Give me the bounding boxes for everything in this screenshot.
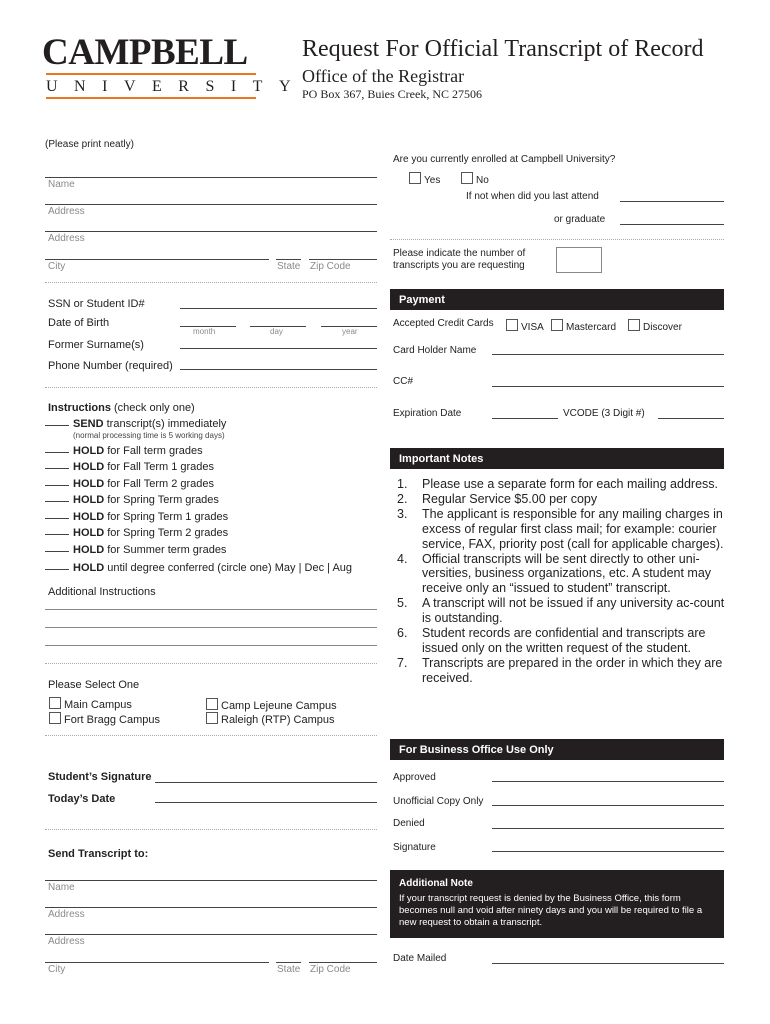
send-option[interactable] (45, 418, 226, 430)
hold-bold: HOLD (73, 562, 105, 574)
name-line[interactable] (45, 177, 377, 178)
student-signature-field[interactable] (155, 782, 377, 783)
former-surname-field[interactable] (180, 348, 377, 349)
number-question-line1: Please indicate the number of (393, 248, 526, 259)
vcode-label: VCODE (3 Digit #) (563, 408, 645, 419)
zip-placeholder: Zip Code (310, 261, 351, 272)
hold-bold: HOLD (73, 461, 105, 473)
todays-date-field[interactable] (155, 802, 377, 803)
note-text: Student records are confidential and transcripts are issued only on the written request of the student. (422, 626, 706, 655)
hold-text: for Summer term grades (107, 544, 227, 556)
denied-field[interactable] (492, 828, 724, 829)
card-holder-label: Card Holder Name (393, 345, 477, 356)
logo-rule-bottom (46, 97, 256, 99)
additional-line-3[interactable] (45, 645, 377, 646)
number-question-line2: transcripts you are requesting (393, 260, 525, 271)
yes-label: Yes (424, 175, 441, 186)
hold-option[interactable] (45, 461, 214, 473)
hold-option[interactable] (45, 544, 226, 556)
note-text: Regular Service $5.00 per copy (422, 491, 598, 506)
hold-bold: HOLD (73, 445, 105, 457)
expiration-label: Expiration Date (393, 408, 462, 419)
unofficial-label: Unofficial Copy Only (393, 796, 484, 807)
campus-label: Camp Lejeune Campus (221, 700, 337, 712)
separator (45, 663, 377, 664)
notes-list (397, 477, 727, 686)
campus-label: Fort Bragg Campus (64, 714, 160, 726)
send-bold: SEND (73, 418, 104, 430)
student-signature-label: Student’s Signature (48, 771, 152, 783)
hold-bold: HOLD (73, 527, 105, 539)
note-text: Transcripts are prepared in the order in which they are received. (422, 655, 723, 685)
hold-text: for Fall term grades (107, 445, 203, 457)
hold-option[interactable] (45, 511, 228, 523)
hold-blank[interactable] (45, 501, 69, 502)
checkbox[interactable] (49, 712, 61, 724)
phone-label: Phone Number (required) (48, 360, 173, 372)
hold-text: for Fall Term 1 grades (107, 461, 215, 473)
hold-option[interactable] (45, 527, 228, 539)
campus-raleigh[interactable] (206, 712, 335, 726)
signature-label: Signature (393, 842, 436, 853)
important-notes-title: Important Notes (399, 453, 484, 465)
separator (45, 387, 377, 388)
ssn-label: SSN or Student ID# (48, 298, 145, 310)
hold-blank[interactable] (45, 551, 69, 552)
additional-line-1[interactable] (45, 609, 377, 610)
note-item: 4. Official transcripts will be sent directly to other uni-versities, business organizations, etc. A student may receive only an “issued to student” transcript. (397, 551, 712, 596)
address-placeholder-2: Address (48, 233, 85, 244)
cards-label: Accepted Credit Cards (393, 318, 494, 329)
additional-note-text: If your transcript request is denied by the Business Office, this form becomes null and void after ninety days and you will be required to file a new request to obtain a transcript. (399, 893, 703, 928)
card-holder-field[interactable] (492, 354, 724, 355)
hold-blank[interactable] (45, 485, 69, 486)
note-text: The applicant is responsible for any mailing charges in excess of regular first class mail; for example: courier service, FAX, priority post (call for applicable charges). (422, 506, 724, 551)
mail-zip-line[interactable] (309, 962, 377, 963)
city-placeholder: City (48, 261, 66, 272)
last-attend-field[interactable] (620, 201, 724, 202)
note-text: Please use a separate form for each mailing address. (422, 477, 718, 491)
campus-camp-lejeune[interactable] (206, 698, 337, 712)
hold-option[interactable] (45, 478, 214, 490)
name-placeholder: Name (48, 179, 75, 190)
note-text: Official transcripts will be sent directly to other uni-versities, business organizations, etc. A student may receive only an “issued to student” transcript. (422, 551, 712, 596)
logo-rule (46, 73, 256, 75)
send-text: transcript(s) immediately (106, 418, 227, 430)
zip-line[interactable] (309, 259, 377, 260)
checkbox[interactable] (628, 319, 640, 331)
instructions-heading (48, 402, 195, 414)
mail-city-line[interactable] (45, 962, 269, 963)
important-notes-header (390, 448, 724, 469)
hold-option[interactable] (45, 494, 219, 506)
card-visa[interactable] (506, 319, 544, 333)
separator (45, 735, 377, 736)
enrolled-no[interactable] (461, 172, 489, 186)
hold-blank[interactable] (45, 452, 69, 453)
send-blank[interactable] (45, 425, 69, 426)
card-label: Mastercard (566, 322, 617, 333)
todays-date-label: Today’s Date (48, 793, 116, 805)
note-item: 5. A transcript will not be issued if any university ac-count is outstanding. (397, 596, 725, 626)
hold-bold: HOLD (73, 544, 105, 556)
approved-field[interactable] (492, 781, 724, 782)
hold-text: for Spring Term 2 grades (107, 527, 229, 539)
graduate-label: or graduate (554, 214, 606, 225)
campus-main[interactable] (49, 697, 132, 711)
dob-month-hint: month (193, 327, 216, 336)
send-note: (normal processing time is 5 working days) (73, 431, 225, 440)
unofficial-field[interactable] (492, 805, 724, 806)
hold-bold: HOLD (73, 478, 105, 490)
page-title: Request For Official Transcript of Record (302, 36, 704, 62)
mail-address-placeholder-2: Address (48, 936, 85, 947)
hold-blank[interactable] (45, 569, 69, 570)
separator (45, 282, 377, 283)
address-line-1[interactable] (45, 204, 377, 205)
checkbox[interactable] (206, 698, 218, 710)
hold-text: for Fall Term 2 grades (107, 478, 215, 490)
enrolled-yes[interactable] (409, 172, 440, 186)
mail-state-placeholder: State (277, 964, 301, 975)
note-item: 3. The applicant is responsible for any mailing charges in excess of regular first class mail; for example: courier service, FAX, priority post (call for applicable charges). (397, 506, 724, 551)
logo-subtitle: UNIVERSITY (46, 78, 307, 95)
business-office-header (390, 739, 724, 760)
hold-blank[interactable] (45, 468, 69, 469)
mail-zip-placeholder: Zip Code (310, 964, 351, 975)
note-item: 1. Please use a separate form for each mailing address. (397, 477, 718, 491)
graduate-field[interactable] (620, 224, 724, 225)
checkbox[interactable] (206, 712, 218, 724)
campus-fort-bragg[interactable] (49, 712, 160, 726)
note-item: 2. Regular Service $5.00 per copy (397, 491, 598, 506)
mail-address-line-1[interactable] (45, 907, 377, 908)
additional-note-title: Additional Note (399, 878, 473, 889)
page-subtitle: Office of the Registrar (302, 66, 465, 86)
ssn-field[interactable] (180, 308, 377, 309)
card-label: VISA (521, 322, 544, 333)
expiration-field[interactable] (492, 418, 558, 419)
phone-field[interactable] (180, 369, 377, 370)
former-surname-label: Former Surname(s) (48, 339, 144, 351)
dob-label: Date of Birth (48, 317, 110, 329)
no-label: No (476, 175, 489, 186)
instructions-rest: (check only one) (114, 402, 195, 414)
additional-note-box (390, 870, 724, 938)
note-item: 6. Student records are confidential and transcripts are issued only on the written request of the student. (397, 626, 706, 655)
mail-state-line[interactable] (276, 962, 301, 963)
additional-instructions-label: Additional Instructions (48, 586, 156, 598)
business-office-title: For Business Office Use Only (399, 744, 554, 756)
card-mastercard[interactable] (551, 319, 616, 333)
checkbox[interactable] (551, 319, 563, 331)
checkbox[interactable] (49, 697, 61, 709)
approved-label: Approved (393, 772, 436, 783)
dob-day-hint: day (270, 327, 283, 336)
hold-text: for Spring Term 1 grades (107, 511, 229, 523)
office-signature-field[interactable] (492, 851, 724, 852)
mail-address-placeholder-1: Address (48, 909, 85, 920)
instructions-bold: Instructions (48, 402, 111, 414)
checkbox[interactable] (506, 319, 518, 331)
hold-blank[interactable] (45, 518, 69, 519)
address-line-2[interactable] (45, 231, 377, 232)
card-label: Discover (643, 322, 682, 333)
enrolled-question: Are you currently enrolled at Campbell University? (393, 154, 616, 165)
date-mailed-field[interactable] (492, 963, 724, 964)
send-transcript-to-label: Send Transcript to: (48, 848, 149, 860)
separator (45, 829, 377, 830)
hold-text: until degree conferred (circle one) May | Dec | Aug (107, 562, 353, 574)
hold-blank[interactable] (45, 534, 69, 535)
mail-city-placeholder: City (48, 964, 66, 975)
cc-field[interactable] (492, 386, 724, 387)
hold-bold: HOLD (73, 494, 105, 506)
mail-address-line-2[interactable] (45, 934, 377, 935)
hold-bold: HOLD (73, 511, 105, 523)
note-item: 7. Transcripts are prepared in the order in which they are received. (397, 655, 723, 685)
checkbox[interactable] (409, 172, 421, 184)
hold-option[interactable] (45, 445, 203, 457)
cc-label: CC# (393, 376, 414, 387)
separator (390, 239, 724, 240)
vcode-field[interactable] (658, 418, 724, 419)
checkbox[interactable] (461, 172, 473, 184)
date-mailed-label: Date Mailed (393, 953, 447, 964)
last-attend-label: If not when did you last attend (466, 191, 599, 202)
payment-title: Payment (399, 294, 445, 306)
transcript-count-box[interactable] (556, 247, 602, 273)
campus-label: Raleigh (RTP) Campus (221, 714, 335, 726)
city-line[interactable] (45, 259, 269, 260)
additional-line-2[interactable] (45, 627, 377, 628)
registrar-address: PO Box 367, Buies Creek, NC 27506 (302, 87, 482, 101)
state-line[interactable] (276, 259, 301, 260)
mail-name-line[interactable] (45, 880, 377, 881)
card-discover[interactable] (628, 319, 682, 333)
denied-label: Denied (393, 818, 425, 829)
mail-name-placeholder: Name (48, 882, 75, 893)
hold-text: for Spring Term grades (107, 494, 219, 506)
dob-year-hint: year (342, 327, 358, 336)
note-text: A transcript will not be issued if any university ac-count is outstanding. (422, 596, 725, 626)
state-placeholder: State (277, 261, 301, 272)
campus-select-label: Please Select One (48, 679, 140, 691)
campus-label: Main Campus (64, 699, 132, 711)
hold-option[interactable] (45, 562, 352, 574)
payment-header (390, 289, 724, 310)
print-note: (Please print neatly) (45, 139, 134, 150)
address-placeholder-1: Address (48, 206, 85, 217)
logo-wordmark: CAMPBELL (42, 32, 248, 73)
